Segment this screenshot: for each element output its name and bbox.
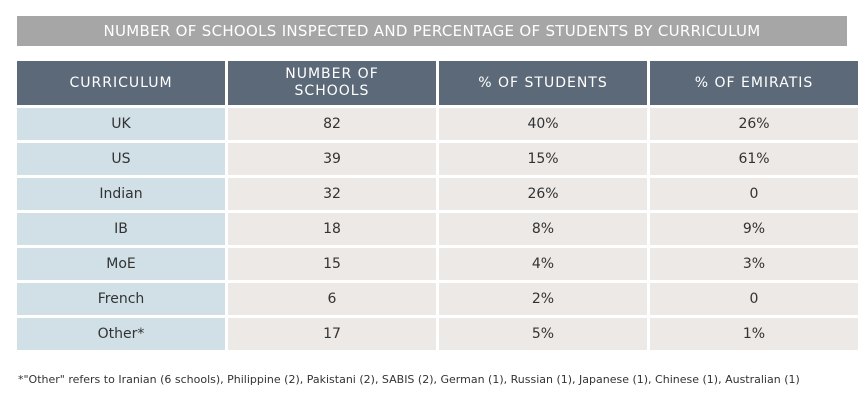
cell-curriculum: UK [17, 108, 225, 140]
cell-emiratis: 0 [650, 283, 858, 315]
header-number-of-schools [228, 61, 436, 105]
header-percent-emiratis: % OF EMIRATIS [650, 61, 858, 105]
cell-schools: 39 [228, 143, 436, 175]
cell-schools: 82 [228, 108, 436, 140]
cell-emiratis: 1% [650, 318, 858, 350]
table-row [17, 248, 858, 280]
cell-students: 2% [439, 283, 647, 315]
cell-students: 4% [439, 248, 647, 280]
cell-schools: 17 [228, 318, 436, 350]
cell-students: 15% [439, 143, 647, 175]
cell-curriculum: MoE [17, 248, 225, 280]
cell-students: 40% [439, 108, 647, 140]
header-row [17, 61, 858, 105]
cell-curriculum: IB [17, 213, 225, 245]
cell-emiratis: 26% [650, 108, 858, 140]
footnote: *"Other" refers to Iranian (6 schools), Philippine (2), Pakistani (2), SABIS (2), German (1), Russian (1), Japanese (1), Chinese (1), Australian (1) [18, 373, 800, 386]
cell-emiratis: 0 [650, 178, 858, 210]
cell-students: 5% [439, 318, 647, 350]
cell-emiratis: 61% [650, 143, 858, 175]
cell-emiratis: 9% [650, 213, 858, 245]
cell-schools: 32 [228, 178, 436, 210]
cell-students: 26% [439, 178, 647, 210]
table-row [17, 283, 858, 315]
curriculum-table [14, 58, 859, 353]
cell-curriculum: French [17, 283, 225, 315]
cell-students: 8% [439, 213, 647, 245]
cell-emiratis: 3% [650, 248, 858, 280]
header-percent-students: % OF STUDENTS [439, 61, 647, 105]
table-row [17, 178, 858, 210]
table-title: NUMBER OF SCHOOLS INSPECTED AND PERCENTAGE OF STUDENTS BY CURRICULUM [17, 16, 847, 46]
table-row [17, 143, 858, 175]
cell-schools: 18 [228, 213, 436, 245]
cell-schools: 15 [228, 248, 436, 280]
cell-schools: 6 [228, 283, 436, 315]
header-curriculum: CURRICULUM [17, 61, 225, 105]
header-number-of-schools-label: NUMBER OF SCHOOLS [285, 66, 379, 99]
table-row [17, 108, 858, 140]
cell-curriculum: US [17, 143, 225, 175]
cell-curriculum: Other* [17, 318, 225, 350]
cell-curriculum: Indian [17, 178, 225, 210]
table-row [17, 213, 858, 245]
table-row [17, 318, 858, 350]
